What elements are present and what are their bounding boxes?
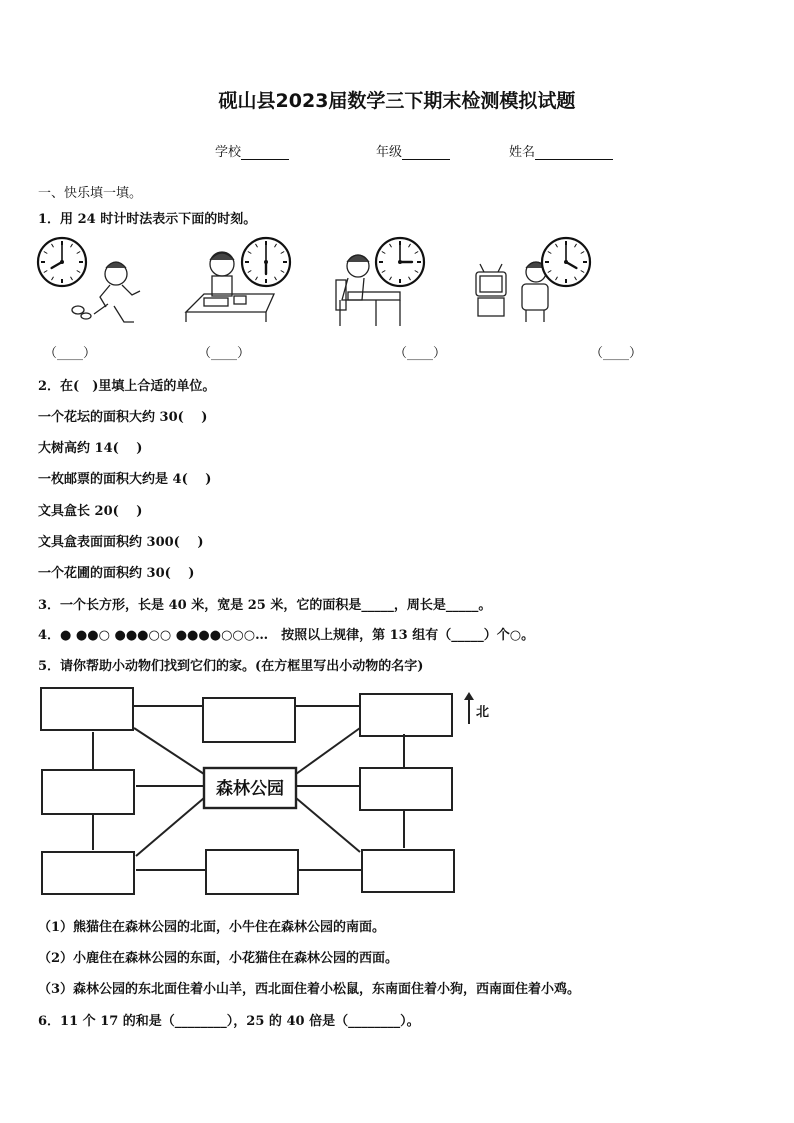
east-box[interactable] <box>360 768 452 810</box>
name-blank[interactable] <box>535 146 613 160</box>
clock-icon <box>242 238 290 286</box>
north-box[interactable] <box>203 698 295 742</box>
q1-answer-2[interactable]: （____） <box>198 346 251 361</box>
school-field <box>215 141 289 160</box>
question-6: 6．11 个 17 的和是（________），25 的 40 倍是（________）。 <box>38 1014 420 1029</box>
connector-line <box>136 798 204 856</box>
clock-center <box>398 260 402 264</box>
northwest-box[interactable] <box>41 688 133 730</box>
clock-group <box>38 238 590 286</box>
grade-field <box>376 141 450 160</box>
forest-park-map <box>36 684 506 900</box>
question-4: 4．● ●●○ ●●●○○ ●●●●○○○… 按照以上规律，第 13 组有（_____）个○。 <box>38 628 535 643</box>
north-label: 北 <box>476 705 490 720</box>
tv-boy-figure <box>476 262 548 322</box>
q2-item-1: 一个花坛的面积大约 30( ) <box>38 410 208 425</box>
name-label: 姓名 <box>509 145 536 160</box>
southeast-box[interactable] <box>362 850 454 892</box>
question-1: 1．用 24 时计时法表示下面的时刻。 <box>38 212 257 227</box>
q1-answer-1[interactable]: （____） <box>44 346 97 361</box>
q2-item-5: 文具盒表面面积约 300( ) <box>38 535 204 550</box>
q5-note-1: （1）熊猫住在森林公园的北面，小牛住在森林公园的南面。 <box>38 920 386 935</box>
q1-answer-3[interactable]: （____） <box>394 346 447 361</box>
q5-note-3: （3）森林公园的东北面住着小山羊，西北面住着小松鼠，东南面住着小狗，西南面住着小鸡。 <box>38 982 581 997</box>
west-box[interactable] <box>42 770 134 814</box>
connector-line <box>296 798 360 852</box>
q1-answer-4[interactable]: （____） <box>590 346 643 361</box>
q5-note-2: （2）小鹿住在森林公园的东面，小花猫住在森林公园的西面。 <box>38 951 399 966</box>
question-5: 5．请你帮助小动物们找到它们的家。(在方框里写出小动物的名字) <box>38 659 424 674</box>
grade-label: 年级 <box>376 145 403 160</box>
clock-icon <box>376 238 424 286</box>
connector-line <box>134 728 204 774</box>
q2-item-4: 文具盒长 20( ) <box>38 504 143 519</box>
q2-item-6: 一个花圃的面积约 30( ) <box>38 566 195 581</box>
question-2: 2．在( )里填上合适的单位。 <box>38 379 216 394</box>
section-title: 一、快乐填一填。 <box>38 186 143 201</box>
clock-center <box>264 260 268 264</box>
q1-illustrations <box>36 236 636 332</box>
southwest-box[interactable] <box>42 852 134 894</box>
clock-icon <box>542 238 590 286</box>
school-label: 学校 <box>215 145 242 160</box>
school-blank[interactable] <box>241 146 289 160</box>
clock-icon <box>38 238 86 286</box>
grade-blank[interactable] <box>402 146 450 160</box>
q2-item-3: 一枚邮票的面积大约是 4( ) <box>38 472 212 487</box>
clock-center <box>60 260 64 264</box>
forest-park-label: 森林公园 <box>216 779 284 799</box>
name-field <box>509 141 613 160</box>
page-title: 砚山县2023届数学三下期末检测模拟试题 <box>218 90 576 112</box>
clock-center <box>564 260 568 264</box>
south-box[interactable] <box>206 850 298 894</box>
northeast-box[interactable] <box>360 694 452 736</box>
connector-line <box>296 728 360 774</box>
q2-item-2: 大树高约 14( ) <box>38 441 143 456</box>
question-3: 3．一个长方形，长是 40 米，宽是 25 米，它的面积是_____，周长是_____。 <box>38 598 492 613</box>
